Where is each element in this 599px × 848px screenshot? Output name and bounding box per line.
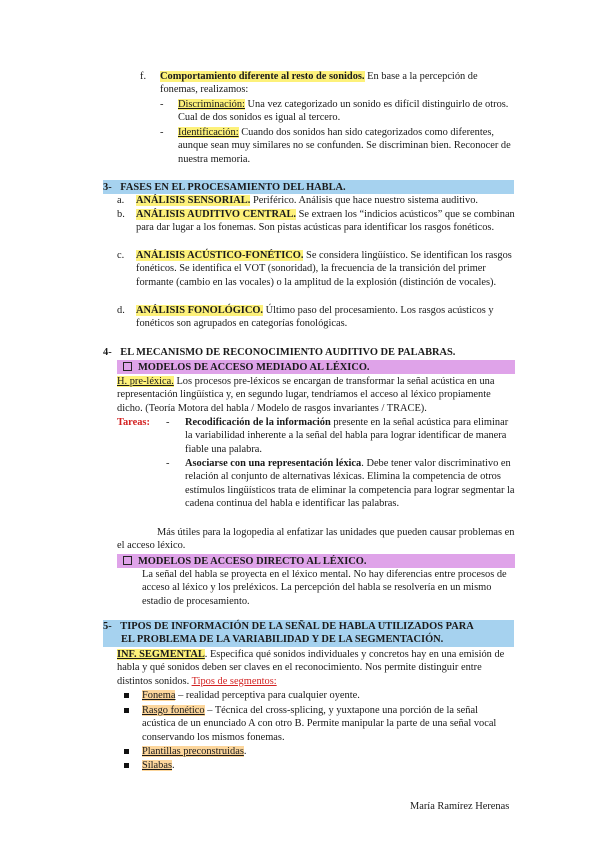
item-letter: d. (117, 305, 125, 316)
item-letter: c. (117, 250, 125, 261)
f-bullet-text: Una vez categorizado un sonido es difícil distinguirlo de otros. Cual de dos sonidos es igual al tercero. (178, 99, 509, 124)
segment-bullet-2 (124, 704, 514, 744)
prelex-term: H. pre-léxica. (117, 376, 174, 387)
section-5-heading-line1 (103, 620, 474, 633)
section-3-heading (103, 181, 346, 194)
square-bullet-icon (124, 763, 129, 768)
f-bullet-text: Cuando dos sonidos han sido categorizados como diferentes, aunque sean muy similares no se confunden. Se discriminan bien. Reconocer de nuestra memoria. (178, 127, 511, 165)
direct-paragraph: La señal del habla se proyecta en el léxico mental. No hay diferencias entre procesos de acceso al léxico y los preléxicos. La percepción del habla se resolvería en un mismo estadio de procesamiento. (142, 569, 507, 607)
f-bullet-term: Discriminación: (178, 99, 245, 110)
item-f-letter: f. (140, 71, 147, 82)
segment-text: – realidad perceptiva para cualquier oyente. (175, 690, 360, 701)
section-5-heading-line2: EL PROBLEMA DE LA VARIABILIDAD Y DE LA SEGMENTACIÓN. (121, 634, 444, 645)
dash-icon: - (166, 458, 170, 469)
sub-heading-direct-text: MODELOS DE ACCESO DIRECTO AL LÉXICO. (138, 556, 367, 567)
segment-text: . (172, 760, 175, 771)
footer-author: María Ramírez Herenas (410, 801, 510, 812)
item-text: Se extraen los “indicios acústicos” que se combinan para dar lugar a los fonemas. Son pistas acústicas para identificar los rasgos fonéticos. (136, 209, 515, 234)
segment-bullet-3 (124, 745, 514, 758)
inf-term: INF. SEGMENTAL (117, 649, 205, 660)
segment-text: – Técnica del cross-splicing, y yuxtapone una porción de la señal acústica de un enunciado A con otro B. Permite manipular la parte de una señal vocal conservando los mismos fonemas. (142, 705, 497, 743)
item-term: ANÁLISIS AUDITIVO CENTRAL. (136, 209, 297, 220)
tarea-2 (166, 457, 516, 511)
item-text: Periférico. Análisis que hace nuestro sistema auditivo. (250, 195, 479, 206)
tareas-label: Tareas: (117, 417, 150, 428)
dash-icon: - (160, 127, 164, 138)
segment-term: Plantillas preconstruidas (142, 746, 244, 757)
item-f-title: Comportamiento diferente al resto de sonidos. (160, 71, 365, 82)
tarea-term: Recodificación de la información (185, 417, 331, 428)
item-text: Último paso del procesamiento. Los rasgos acústicos y fonéticos son agrupados en categorías fonológicas. (136, 305, 494, 330)
section-3-item-b (117, 208, 515, 235)
tarea-1 (166, 416, 516, 456)
section-3-number: 3- (103, 182, 112, 193)
segment-bullet-1 (124, 689, 514, 702)
prelex-paragraph (117, 375, 517, 415)
f-bullet-term: Identificación: (178, 127, 239, 138)
section-5-title-1: TIPOS DE INFORMACIÓN DE LA SEÑAL DE HABLA UTILIZADOS PARA (120, 621, 474, 632)
dash-icon: - (166, 417, 170, 428)
checkbox-icon (123, 362, 132, 371)
section-3-item-a (117, 194, 515, 207)
square-bullet-icon (124, 708, 129, 713)
section-3-item-d (117, 304, 515, 331)
square-bullet-icon (124, 749, 129, 754)
segment-term: Rasgo fonético (142, 705, 205, 716)
tarea-text: presente en la señal acústica para eliminar la variabilidad inherente a la señal del habla para lograr identificar de manera fiable una palabra. (185, 417, 509, 455)
item-letter: b. (117, 209, 125, 220)
f-bullet-2 (160, 126, 515, 166)
item-f (140, 70, 510, 97)
section-3-title: FASES EN EL PROCESAMIENTO DEL HABLA. (120, 182, 346, 193)
square-bullet-icon (124, 693, 129, 698)
segment-bullet-4 (124, 759, 514, 772)
useful-note: Más útiles para la logopedia al enfatizar las unidades que pueden causar problemas en el acceso léxico. (117, 527, 515, 552)
section-3-item-c (117, 249, 517, 289)
section-5-number: 5- (103, 621, 112, 632)
inf-segmental-paragraph (117, 648, 515, 688)
item-term: ANÁLISIS ACÚSTICO-FONÉTICO. (136, 250, 304, 261)
item-term: ANÁLISIS SENSORIAL. (136, 195, 251, 206)
section-4-number: 4- (103, 347, 112, 358)
dash-icon: - (160, 99, 164, 110)
sub-heading-mediated (123, 361, 370, 374)
section-4-heading (103, 346, 455, 359)
checkbox-icon (123, 556, 132, 565)
segment-text: . (243, 746, 247, 757)
prelex-text: Los procesos pre-léxicos se encargan de transformar la señal acústica en una representación lingüística y, en segundo lugar, tendríamos el acceso al léxico propiamente dicho. (Teoría Motora del habla / Modelo de rasgos invariantes / TRACE). (117, 376, 495, 414)
item-text: Se considera lingüístico. Se identifican los rasgos fonéticos. Se identifica el VOT (sonoridad), la frecuencia de la transición del primer formante (cambio en las vocales) o la amplitud de la explosión (distinción de vocales). (136, 250, 512, 288)
sub-heading-direct (123, 555, 366, 568)
section-4-title: EL MECANISMO DE RECONOCIMIENTO AUDITIVO DE PALABRAS. (120, 347, 456, 358)
item-f-text: En base a la percepción de fonemas, realizamos: (160, 71, 478, 96)
segment-term: Sílabas (142, 760, 173, 771)
segment-term: Fonema (142, 690, 176, 701)
inf-text: . Especifica qué sonidos individuales y concretos hay en una emisión de habla y qué sonidos deben ser claves en el reconocimiento. Nos permite distinguir entre distintos sonidos. (117, 649, 505, 687)
sub-heading-mediated-text: MODELOS DE ACCESO MEDIADO AL LÉXICO. (138, 362, 370, 373)
item-term: ANÁLISIS FONOLÓGICO. (136, 305, 264, 316)
item-letter: a. (117, 195, 125, 206)
tipos-label: Tipos de segmentos: (191, 675, 277, 687)
tarea-term: Asociarse con una representación léxica (185, 458, 362, 469)
tarea-text: . Debe tener valor discriminativo en relación al conjunto de alternativas léxicas. Elimina la competencia de otros estímulos lingüísticos trata de eliminar la competencia para lograr segmentar la cadena continua del habla e identificar las palabras. (185, 458, 515, 510)
f-bullet-1 (160, 98, 515, 125)
